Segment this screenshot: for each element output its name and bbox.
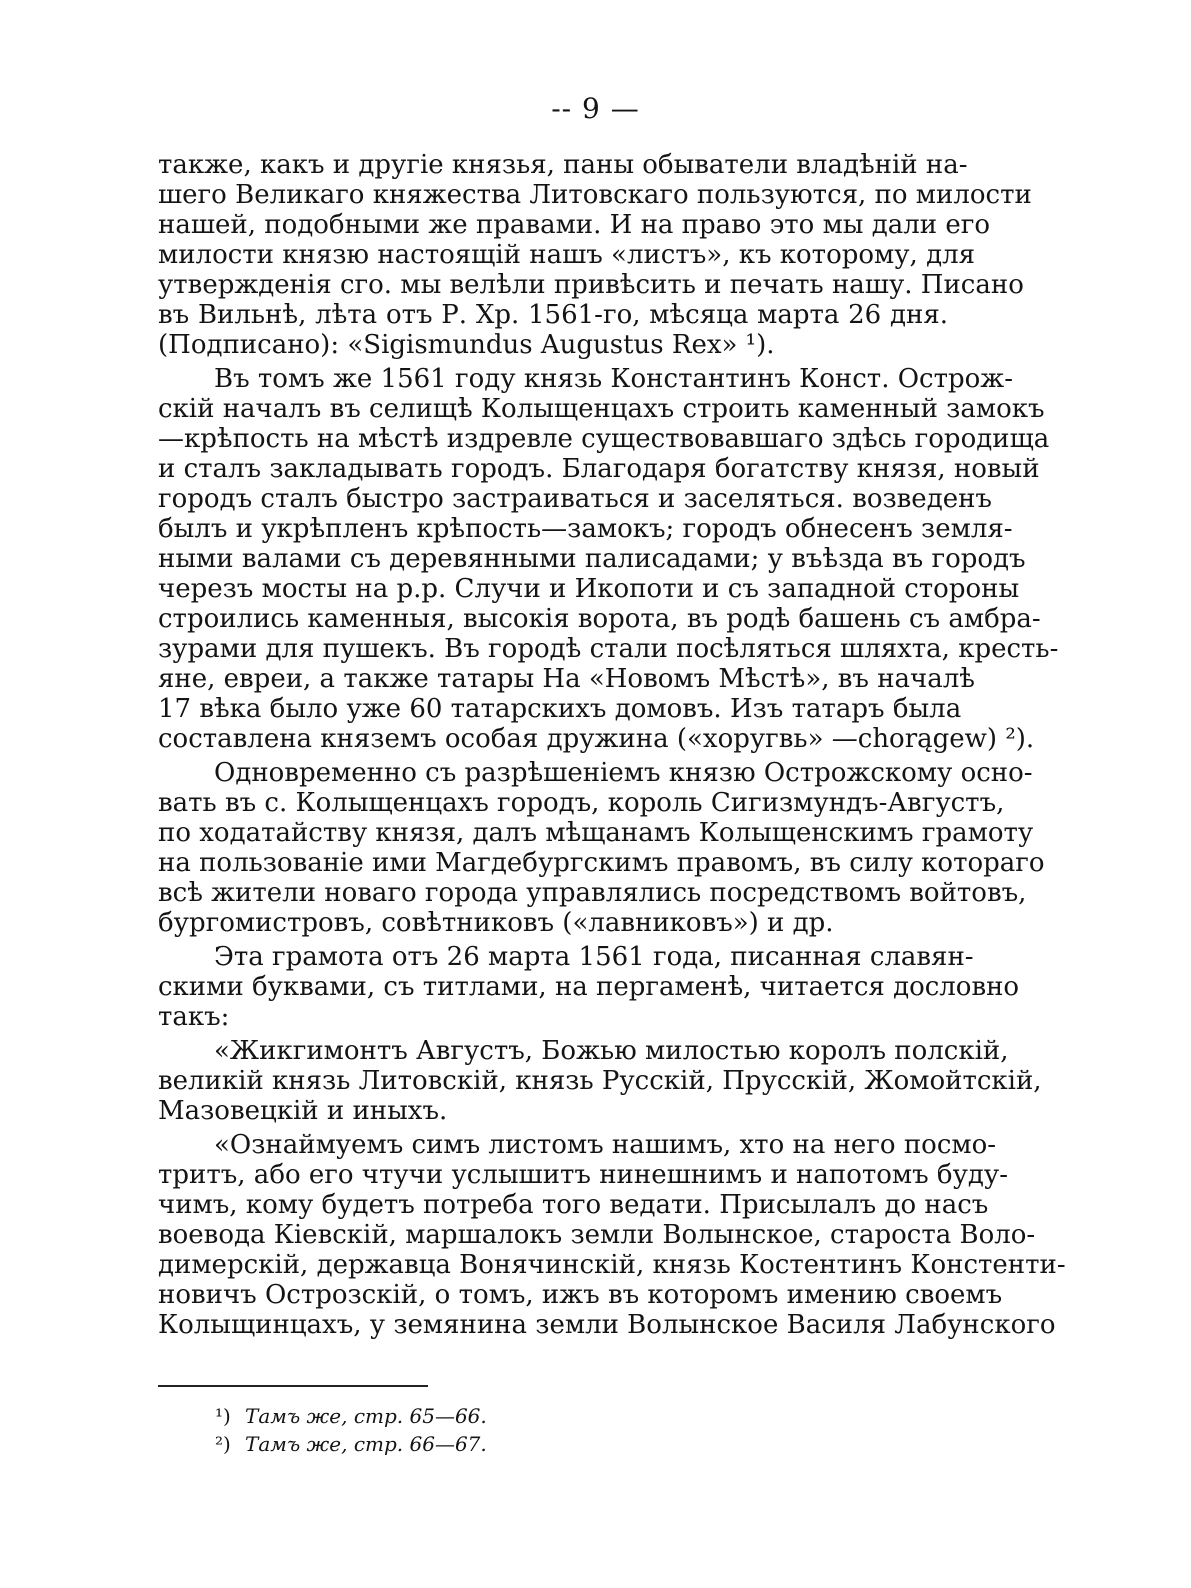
text-line: —крѣпость на мѣстѣ издревле существовавшаго здѣсь городища bbox=[158, 424, 1050, 454]
text-line: (Подписано): «Sigismundus Augustus Rex» ¹). bbox=[158, 330, 775, 360]
text-line: по ходатайству князя, далъ мѣщанамъ Колыщенскимъ грамоту bbox=[158, 818, 1034, 848]
text-line: чимъ, кому будетъ потреба того ведати. Присылалъ до насъ bbox=[158, 1190, 989, 1220]
text-line: милости князю настоящій нашъ «листъ», къ которому, для bbox=[158, 240, 975, 270]
text-line: яне, евреи, а также татары На «Новомъ Мѣстѣ», въ началѣ bbox=[158, 664, 975, 694]
text-line: новичъ Острозскій, о томъ, ижъ въ которомъ имению своемъ bbox=[158, 1280, 1003, 1310]
text-line: черезъ мосты на р.р. Случи и Икопоти и съ западной стороны bbox=[158, 574, 1020, 604]
paragraph bbox=[158, 150, 1032, 360]
page-number: -- 9 — bbox=[551, 92, 640, 125]
text-line: вать въ с. Колыщенцахъ городъ, король Сигизмундъ-Августъ, bbox=[158, 788, 1005, 818]
text-line: тритъ, або его чтучи услышитъ нинешнимъ и напотомъ буду- bbox=[158, 1160, 1008, 1190]
text-line: былъ и укрѣпленъ крѣпость—замокъ; городъ обнесенъ земля- bbox=[158, 514, 1013, 544]
text-line: скими буквами, съ титлами, на пергаменѣ, читается дословно bbox=[158, 972, 1020, 1002]
footnote-text: Тамъ же, стр. 65—66. bbox=[245, 1404, 487, 1428]
text-line: димерскій, державца Вонячинскій, князь Костентинъ Констенти- bbox=[158, 1250, 1066, 1280]
text-line: зурами для пушекъ. Въ городѣ стали посѣляться шляхта, кресть- bbox=[158, 634, 1059, 664]
text-line: великій князь Литовскій, князь Русскій, Прусскій, Жомойтскій, bbox=[158, 1066, 1042, 1096]
text-line: скій началъ въ селищѣ Колыщенцахъ строить каменный замокъ bbox=[158, 394, 1045, 424]
text-line: ными валами съ деревянными палисадами; у въѣзда въ городъ bbox=[158, 544, 1026, 574]
paragraph bbox=[158, 758, 1045, 938]
text-line: Одновременно съ разрѣшеніемъ князю Острожскому осно- bbox=[214, 758, 1033, 788]
paragraph bbox=[158, 1130, 1066, 1340]
footnote bbox=[215, 1430, 487, 1458]
text-line: и сталъ закладывать городъ. Благодаря богатству князя, новый bbox=[158, 454, 1040, 484]
text-line: такъ: bbox=[158, 1002, 230, 1032]
footnote-divider bbox=[158, 1385, 428, 1387]
text-line: воевода Кіевскій, маршалокъ земли Волынское, староста Воло- bbox=[158, 1220, 1036, 1250]
text-line: на пользованіе ими Магдебургскимъ правомъ, въ силу котораго bbox=[158, 848, 1045, 878]
text-line: составлена княземъ особая дружина («хоругвь» —chorągew) ²). bbox=[158, 724, 1035, 754]
footnotes bbox=[215, 1402, 487, 1458]
footnote bbox=[215, 1402, 487, 1430]
body-text bbox=[158, 150, 1066, 1340]
text-line: нашей, подобными же правами. И на право это мы дали его bbox=[158, 210, 991, 240]
paragraph bbox=[158, 942, 1020, 1032]
text-line: бургомистровъ, совѣтниковъ («лавниковъ») и др. bbox=[158, 908, 834, 938]
text-line: 17 вѣка было уже 60 татарскихъ домовъ. Изъ татаръ была bbox=[158, 694, 962, 724]
text-line: Эта грамота отъ 26 марта 1561 года, писанная славян- bbox=[214, 942, 974, 972]
text-line: всѣ жители новаго города управлялись посредствомъ войтовъ, bbox=[158, 878, 1027, 908]
text-line: Мазовецкій и иныхъ. bbox=[158, 1096, 448, 1126]
footnote-text: Тамъ же, стр. 66—67. bbox=[245, 1432, 487, 1456]
text-line: строились каменныя, высокія ворота, въ родѣ башень съ амбра- bbox=[158, 604, 1041, 634]
text-line: утвержденія сго. мы велѣли привѣсить и печать нашу. Писано bbox=[158, 270, 1024, 300]
paragraph bbox=[158, 364, 1059, 754]
footnote-mark: ²) bbox=[215, 1432, 231, 1456]
paragraph bbox=[158, 1036, 1042, 1126]
text-line: «Жикгимонтъ Августъ, Божью милостью королъ полскій, bbox=[214, 1036, 1009, 1066]
text-line: Въ томъ же 1561 году князь Константинъ Конст. Острож- bbox=[214, 364, 1013, 394]
footnote-mark: ¹) bbox=[215, 1404, 231, 1428]
text-line: шего Великаго княжества Литовскаго пользуются, по милости bbox=[158, 180, 1032, 210]
text-line: «Ознаймуемъ симъ листомъ нашимъ, хто на него посмо- bbox=[214, 1130, 997, 1160]
text-line: Колыщинцахъ, у земянина земли Волынское Василя Лабунского bbox=[158, 1310, 1056, 1340]
text-line: въ Вильнѣ, лѣта отъ Р. Хр. 1561-го, мѣсяца марта 26 дня. bbox=[158, 300, 948, 330]
text-line: городъ сталъ быстро застраиваться и заселяться. возведенъ bbox=[158, 484, 992, 514]
text-line: также, какъ и другіе князья, паны обыватели владѣній на- bbox=[158, 150, 968, 180]
